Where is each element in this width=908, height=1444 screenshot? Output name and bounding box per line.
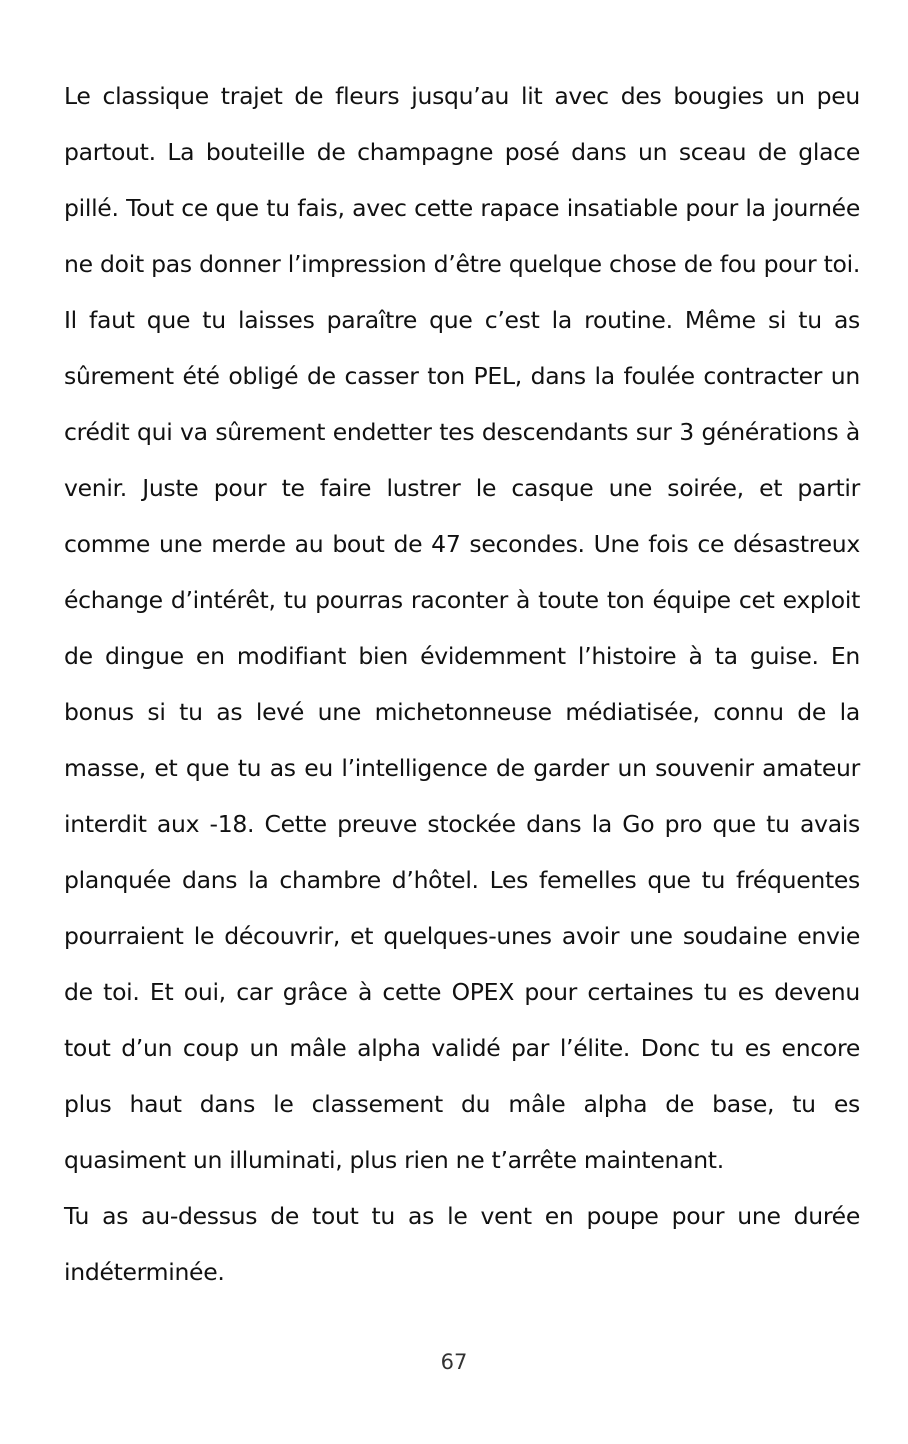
- paragraph-1: Le classique trajet de fleurs jusqu’au lit avec des bougies un peu partout. La bouteille de champagne posé dans un sceau de glace pillé. Tout ce que tu fais, avec cette rapace insatiable pour la journée ne doit pas donner l’impression d’être quelque chose de fou pour toi. Il faut que tu laisses paraître que c’est la routine. Même si tu as sûrement été obligé de casser ton PEL, dans la foulée contracter un crédit qui va sûrement endetter tes descendants sur 3 générations à venir. Juste pour te faire lustrer le casque une soirée, et partir comme une merde au bout de 47 secondes. Une fois ce désastreux échange d’intérêt, tu pourras raconter à toute ton équipe cet exploit de dingue en modifiant bien évidemment l’histoire à ta guise. En bonus si tu as levé une michetonneuse médiatisée, connu de la masse, et que tu as eu l’intelligence de garder un souvenir amateur interdit aux -18. Cette preuve stockée dans la Go pro que tu avais planquée dans la chambre d’hôtel. Les femelles que tu fréquentes pourraient le découvrir, et quelques-unes avoir une soudaine envie de toi. Et oui, car grâce à cette OPEX pour certaines tu es devenu tout d’un coup un mâle alpha validé par l’élite. Donc tu es encore plus haut dans le classement du mâle alpha de base, tu es quasiment un illuminati, plus rien ne t’arrête maintenant.: [64, 82, 860, 1174]
- page-number: 67: [440, 1350, 468, 1374]
- paragraph-2: Tu as au-dessus de tout tu as le vent en poupe pour une durée indéterminée.: [64, 1202, 860, 1286]
- body-text: [64, 68, 860, 1300]
